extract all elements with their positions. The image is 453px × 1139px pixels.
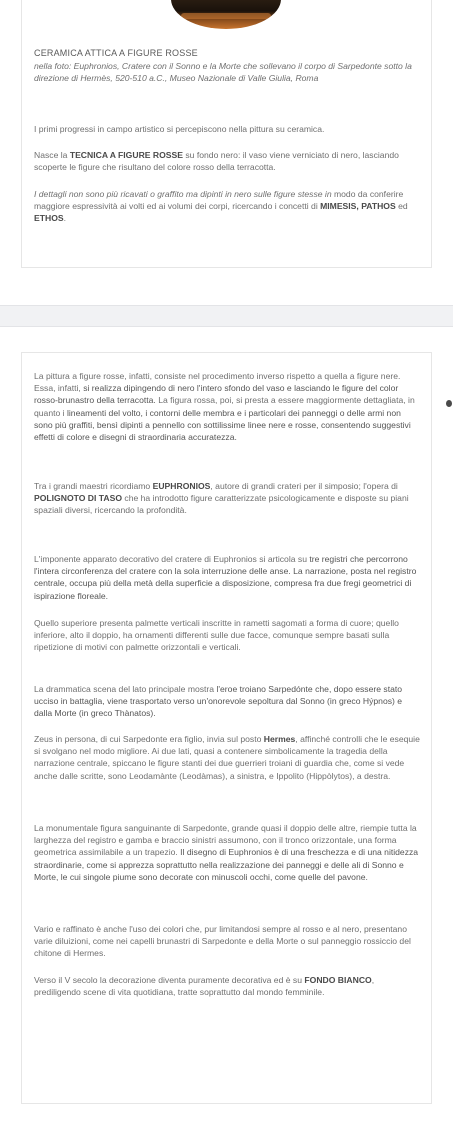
technique-paragraph: Nasce la TECNICA A FIGURE ROSSE su fondo nero: il vaso viene verniciato di nero, lasciando scoperte le figure che risultano del colore rosso della terracotta. [34,150,399,173]
section-title: CERAMICA ATTICA A FIGURE ROSSE [34,48,198,58]
paragraph-colors: Vario e raffinato è anche l'uso dei colori che, pur limitandosi sempre al rosso e al nero, presentano varie diluizioni, come nei capelli brunastri di Sarpedonte e della Morte o sul panneggio rossiccio del chitone di Hermes. [34,924,411,959]
dot-icon [446,400,452,407]
section-divider [0,305,453,327]
content-card [21,352,432,1104]
paragraph-scene: La drammatica scena del lato principale mostra l'eroe troiano Sarpedónte che, dopo essere stato ucciso in battaglia, viene trasportato verso un'onorevole sepoltura dal Sonno (in greco Hýpnos) e dalla Morte (in greco Thànatos). [34,684,403,719]
paragraph-red-figure: La pittura a figure rosse, infatti, consiste nel procedimento inverso rispetto a quella a figure nere. Essa, infatti, si realizza dipingendo di nero l'intero sfondo del vaso e lasciando le figure del color rosso-brunastro della terracotta. La figura rossa, poi, si presta a essere maggiormente dettagliata, in quanto i lineamenti del volto, i contorni delle membra e i particolari dei panneggi o delle armi non sono più graffiti, bensì dipinti a pennello con sottilissime linee nere e rosse, consentendo suggestivi effetti di colore e disegni di straordinaria accuratezza. [34,371,415,443]
intro-paragraph: I primi progressi in campo artistico si percepiscono nella pittura su ceramica. [34,124,325,134]
paragraph-masters: Tra i grandi maestri ricordiamo EUPHRONIOS, autore di grandi crateri per il simposio; l'opera di POLIGNOTO DI TASO che ha introdotto figure caratterizzate psicologicamente e disposte su piani spaziali diversi, ricercando la profondità. [34,481,409,516]
intro-card [21,0,432,268]
paragraph-white-ground: Verso il V secolo la decorazione diventa puramente decorativa ed è su FONDO BIANCO, prediligendo scene di vita quotidiana, tratte soprattutto dal mondo femminile. [34,975,375,998]
paragraph-zeus: Zeus in persona, di cui Sarpedonte era figlio, invia sul posto Hermes, affinché controlli che le esequie si svolgano nel modo migliore. Ai due lati, quasi a contenere simbolicamente la tragedia della narrazione centrale, spiccano le figure stanti dei due guerrieri troiani di guardia che, come si vede anche dalle scritte, sono Leodamànte (Leodàmas), a sinistra, e Ippolito (Hippòlytos), a destra. [34,734,420,781]
paragraph-decoration: L'imponente apparato decorativo del cratere di Euphronios si articola su tre registri che percorrono l'intera circonferenza del cratere con la sola interruzione delle anse. La narrazione, posta nel registro centrale, occupa più della metà della superficie a disposizione, compresa fra due fregi geometrici di ispirazione floreale. [34,554,417,601]
paragraph-sarpedon: La monumentale figura sanguinante di Sarpedonte, grande quasi il doppio delle altre, riempie tutta la larghezza del registro e gamba e braccio sinistri assumono, con il tronco orizzontale, una forma geometrica assimilabile a un trapezio. Il disegno di Euphronios è di una freschezza e di una nitidezza straordinarie, come si apprezza soprattutto nella realizzazione dei panneggi e delle ali di Sonno e Morte, le cui singole piume sono decorate con minuscoli occhi, come quelle del pavone. [34,823,419,882]
details-paragraph: I dettagli non sono più ricavati o graffito ma dipinti in nero sulle figure stesse in modo da conferire maggiore espressività ai volti ed ai volumi dei corpi, ricercando i concetti di MIMESIS, PATHOS ed ETHOS. [34,189,408,224]
vase-photo [171,0,281,29]
paragraph-friezes: Quello superiore presenta palmette verticali inscritte in rametti sagomati a forma di cuore; quello inferiore, alto il doppio, ha ornamenti differenti sulle due facce, comunque sempre basati sulla ripetizione di motivi con palmette orizzontali e verticali. [34,618,399,653]
photo-caption: nella foto: Euphronios, Cratere con il Sonno e la Morte che sollevano il corpo di Sarpedonte sotto la direzione di Hermès, 520-510 a.C., Museo Nazionale di Valle Giulia, Roma [34,61,412,84]
technique-name: TECNICA A FIGURE ROSSE [69,150,183,160]
